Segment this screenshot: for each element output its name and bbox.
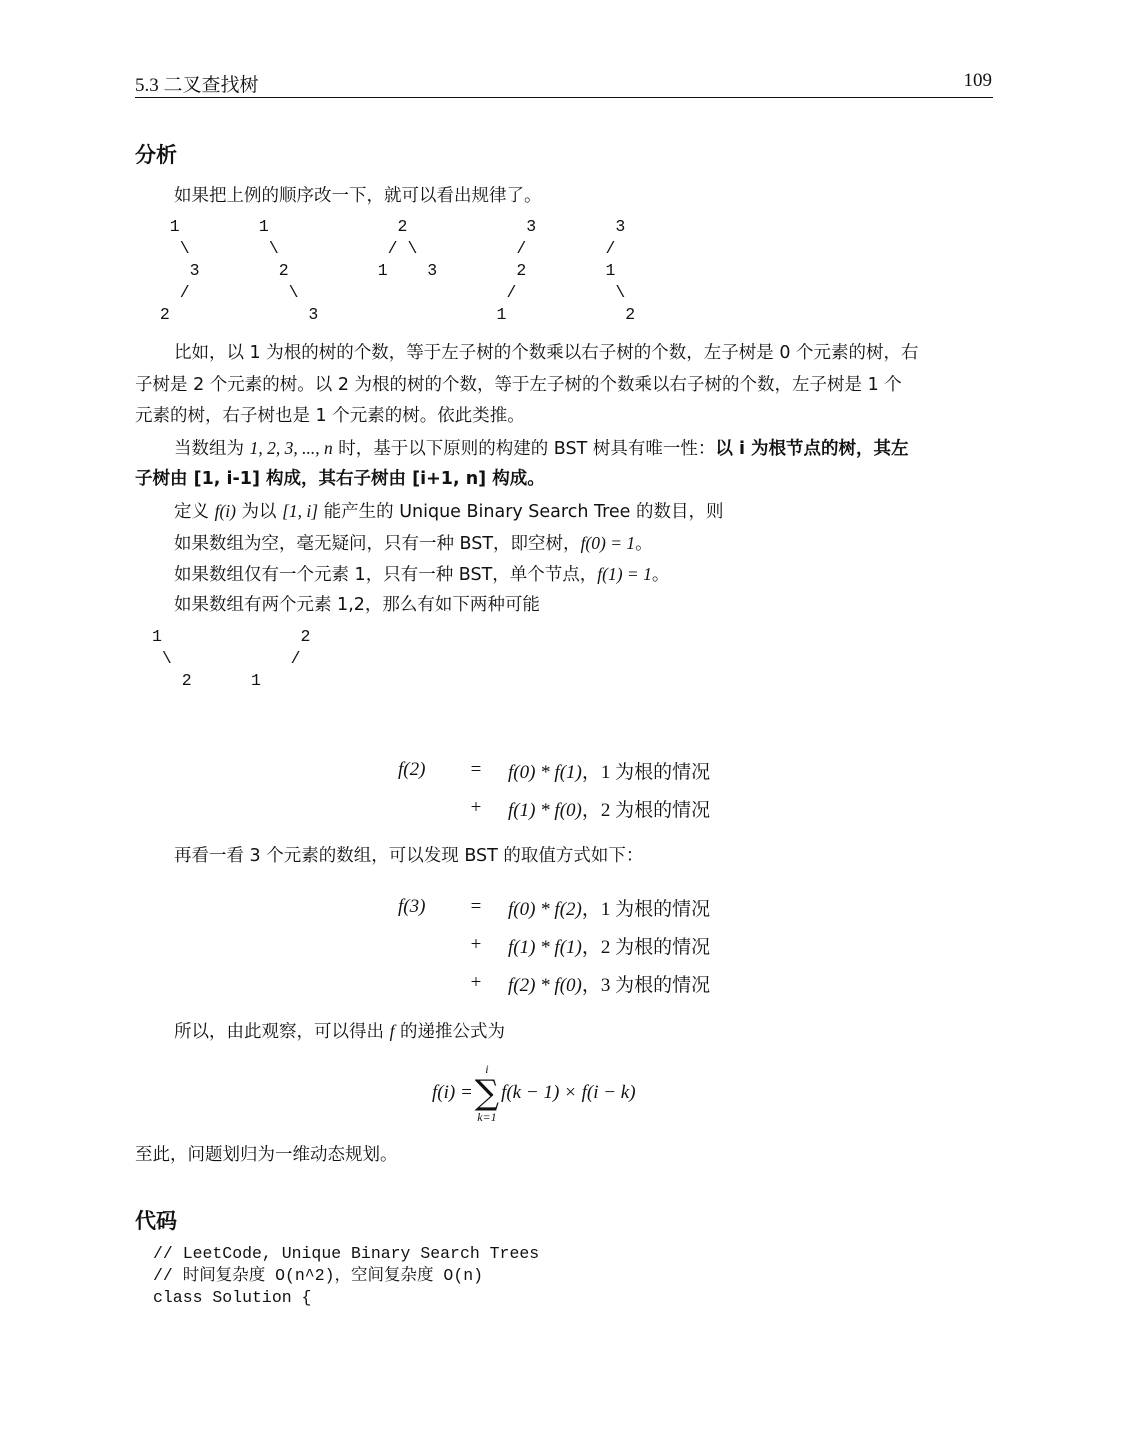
para2-bold-a: 以 i 为根节点的树，其左 [715,439,909,459]
equation-expression: f(2) * f(0) [508,974,582,996]
para2-prefix: 当数组为 [174,439,250,459]
equation-expression: f(0) * f(1) [508,761,582,783]
recurrence-formula [432,1062,636,1124]
section-title-code: 代码 [135,1209,177,1233]
empty-eq: f(0) = 1 [580,533,636,553]
sum-upper-limit: i [485,1062,489,1076]
def-suffix: 能产生的 Unique Binary Search Tree 的数目，则 [318,502,724,522]
equation-operator: + [470,934,482,955]
equation-lhs: f(3) [398,896,426,917]
code-block: // LeetCode, Unique Binary Search Trees // 时间复杂度 O(n^2)，空间复杂度 O(n) class Solution { [153,1244,540,1307]
sum-lower-limit: k=1 [477,1110,497,1124]
equation-expression: f(1) * f(0) [508,799,582,821]
bst-diagram-three: 1 1 2 3 3 \ \ / \ / / 3 2 1 3 2 1 / \ / \ 2 3 1 2 [159,217,636,324]
sigma-symbol: ∑ [474,1073,500,1113]
bst-diagram-two: 1 2 \ / 2 1 [152,627,311,690]
equation-row [398,789,710,827]
recur-suffix: 的递推公式为 [394,1022,505,1042]
empty-suffix: 。 [635,534,653,554]
definition-line [174,496,724,529]
one-eq: f(1) = 1 [597,564,652,584]
equation-row [398,964,710,1002]
para1-line2: 子树是 2 个元素的树。以 2 为根的树的个数，等于左子树的个数乘以右子树的个数，左子树是 1 个 [135,375,902,395]
equation-expression: f(1) * f(1) [508,936,582,958]
equation-row [398,888,710,926]
def-fi: f(i) [214,501,236,521]
one-suffix: 。 [651,565,670,585]
equation-row [398,926,710,964]
equation-lhs: f(2) [398,759,426,780]
three-element-line: 再看一看 3 个元素的数组，可以发现 BST 的取值方式如下： [174,846,644,866]
equation-note: ，1 为根的情况 [581,898,711,920]
one-prefix: 如果数组仅有一个元素 1，只有一种 BST，单个节点， [174,565,598,585]
equation-f2 [398,751,710,827]
equation-f3 [398,888,710,1002]
equation-note: ，3 为根的情况 [581,974,711,996]
recur-prefix: 所以，由此观察，可以得出 [174,1022,390,1042]
equation-expression: f(0) * f(2) [508,898,582,920]
equation-operator: = [470,759,482,780]
para2-bold-b: 子树由 [1, i-1] 构成，其右子树由 [i+1, n] 构成。 [135,469,545,489]
empty-prefix: 如果数组为空，毫无疑问，只有一种 BST，即空树， [174,534,581,554]
equation-operator: + [470,797,482,818]
formula-body: f(k − 1) × f(i − k) [501,1082,636,1103]
formula-lhs: f(i) = [432,1082,473,1103]
def-mid: 为以 [235,502,283,522]
conclusion-line: 至此，问题划归为一维动态规划。 [135,1145,398,1165]
empty-array-line [174,528,653,561]
header-rule [135,97,993,98]
para2-sequence: 1, 2, 3, ..., n [249,438,333,458]
para1-line1: 比如，以 1 为根的树的个数，等于左子树的个数乘以右子树的个数，左子树是 0 个元素的树，右 [174,343,919,363]
equation-note: ，1 为根的情况 [581,761,711,783]
para1-line3: 元素的树，右子树也是 1 个元素的树。依此类推。 [135,406,525,426]
equation-note: ，2 为根的情况 [581,936,711,958]
equation-operator: + [470,972,482,993]
recur-f: f [389,1021,395,1041]
one-element-line [174,559,669,592]
summation [475,1062,499,1124]
running-header-section: 5.3 二叉查找树 [135,75,259,96]
equation-note: ，2 为根的情况 [581,799,711,821]
page-number: 109 [963,70,992,91]
recurrence-intro [174,1016,505,1049]
para2-line1 [174,433,909,466]
def-prefix: 定义 [174,502,215,522]
equation-row [398,751,710,789]
equation-operator: = [470,896,482,917]
para2-mid: 时，基于以下原则的构建的 BST 树具有唯一性： [332,439,716,459]
def-range: [1, i] [282,501,319,521]
section-title-analysis: 分析 [135,143,177,167]
intro-paragraph: 如果把上例的顺序改一下，就可以看出规律了。 [174,186,542,206]
two-element-line: 如果数组有两个元素 1,2，那么有如下两种可能 [174,595,540,615]
